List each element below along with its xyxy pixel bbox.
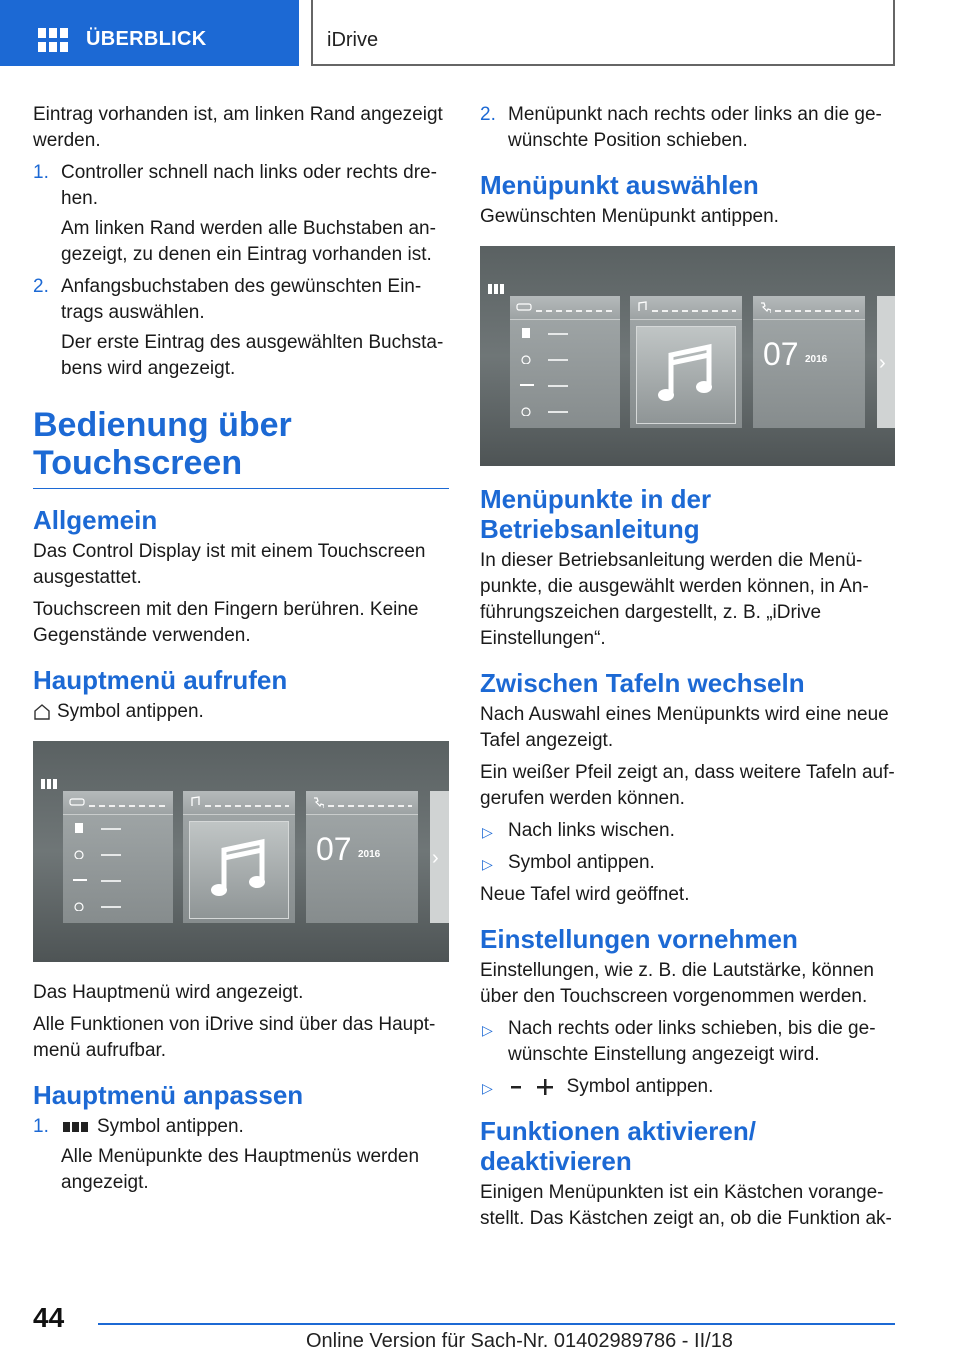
tafeln-paragraph-3: Neue Tafel wird geöffnet. [480, 884, 690, 905]
heading-funktionen: Funktionen aktivieren/ deaktivieren [480, 1116, 756, 1176]
date-day: 07 [316, 831, 352, 867]
distance-icon [73, 875, 87, 885]
step-item [33, 1114, 449, 1196]
step-text: Anfangsbuchstaben des gewünschten Ein‐trags auswählen. [61, 276, 422, 323]
step-item [480, 102, 896, 154]
menu-card-next [877, 296, 895, 428]
step-item [33, 274, 449, 382]
phone-icon [312, 796, 324, 808]
menu-bars-icon [61, 1120, 91, 1134]
footer-divider [98, 1323, 895, 1325]
triangle-bullet-icon: ▷ [482, 1080, 493, 1096]
menu-card-vehicle [63, 791, 173, 923]
heading-menupunkt-auswaehlen: Menüpunkt auswählen [480, 170, 759, 200]
menu-card-media [630, 296, 742, 428]
after-image-paragraph-1: Das Hauptmenü wird angezeigt. [33, 982, 304, 1003]
speed-icon [520, 354, 534, 364]
betrieb-paragraph: In dieser Betriebsanleitung werden die Menü‐punkte, die ausgewählt werden können, in An‐führungszeichen dargestellt, z. B. „iDrive Einstellungen“. [480, 550, 869, 649]
einst-paragraph: Einstellungen, wie z. B. die Lautstärke, können über den Touchscreen vorgenommen werden. [480, 960, 874, 1007]
auswaehlen-paragraph: Gewünschten Menüpunkt antippen. [480, 206, 779, 227]
section-tab[interactable] [0, 0, 299, 66]
heading-tafeln-wechseln: Zwischen Tafeln wechseln [480, 668, 805, 698]
topic-tab[interactable] [311, 0, 895, 66]
home-icon [33, 703, 51, 721]
list-item-text: Nach links wischen. [508, 820, 675, 841]
left-column [33, 102, 449, 1202]
main-menu-icon [486, 282, 508, 296]
note-small-icon [189, 796, 201, 808]
page-number: 44 [33, 1302, 65, 1333]
heading-einstellungen: Einstellungen vornehmen [480, 924, 798, 954]
step-number: 2. [480, 104, 496, 125]
triangle-bullet-icon: ▷ [482, 824, 493, 840]
phone-icon [759, 301, 771, 313]
step-text: Controller schnell nach links oder rechts dre‐hen. [61, 162, 437, 209]
main-menu-icon [39, 777, 61, 791]
plus-icon [535, 1077, 555, 1097]
date-day: 07 [763, 336, 799, 372]
list-item-text: Symbol antippen. [566, 1076, 714, 1097]
clock-icon [73, 901, 87, 911]
list-item [480, 1016, 896, 1068]
minus-icon [508, 1079, 524, 1095]
note-small-icon [636, 301, 648, 313]
step-number: 1. [33, 1116, 49, 1137]
chapter-heading: Bedienung über Touchscreen [33, 406, 449, 489]
car-icon [69, 797, 85, 807]
section-label: ÜBERBLICK [86, 28, 207, 50]
heading-hauptmenu-aufrufen: Hauptmenü aufrufen [33, 665, 288, 695]
music-tile [189, 821, 289, 919]
music-note-icon [210, 836, 270, 902]
intro-paragraph: Eintrag vorhanden ist, am linken Rand angezeigt werden. [33, 104, 443, 151]
date-year: 2016 [805, 354, 828, 365]
footer-version-text: Online Version für Sach-Nr. 01402989786 - II/18 [306, 1330, 733, 1352]
step-text: Menüpunkt nach rechts oder links an die ge‐wünschte Position schieben. [508, 104, 882, 151]
grid-icon [38, 28, 68, 52]
speed-icon [73, 849, 87, 859]
heading-hauptmenu-anpassen: Hauptmenü anpassen [33, 1080, 304, 1110]
arrow-right-icon[interactable]: › [432, 847, 439, 869]
menu-card-vehicle [510, 296, 620, 428]
date-year: 2016 [358, 849, 381, 860]
list-item-text: Symbol antippen. [508, 852, 655, 873]
distance-icon [520, 380, 534, 390]
fuel-icon [73, 823, 87, 833]
music-tile [636, 326, 736, 424]
allgemein-paragraph-2: Touchscreen mit den Fingern berühren. Keine Gegenstände verwenden. [33, 599, 419, 646]
allgemein-paragraph-1: Das Control Display ist mit einem Touchscreen ausgestattet. [33, 541, 426, 588]
car-icon [516, 302, 532, 312]
topic-label: iDrive [327, 29, 379, 51]
step-item [33, 160, 449, 268]
list-item [480, 850, 896, 876]
menu-card-phone [753, 296, 865, 428]
step-subtext: Alle Menüpunkte des Hauptmenüs werden angezeigt. [61, 1146, 420, 1193]
step-subtext: Am linken Rand werden alle Buchstaben an‐gezeigt, zu denen ein Eintrag vorhanden ist. [61, 218, 436, 265]
right-column [480, 102, 896, 1238]
screen-image-main-menu [33, 741, 449, 962]
step-text: Symbol antippen. [97, 1116, 244, 1137]
page-header [0, 0, 960, 66]
tafeln-paragraph-1: Nach Auswahl eines Menüpunkts wird eine neue Tafel angezeigt. [480, 704, 889, 751]
clock-icon [520, 406, 534, 416]
funk-paragraph: Einigen Menüpunkten ist ein Kästchen vorange‐stellt. Das Kästchen zeigt an, ob die Funktion ak‐ [480, 1182, 892, 1229]
menu-card-media [183, 791, 295, 923]
triangle-bullet-icon: ▷ [482, 856, 493, 872]
tafeln-paragraph-2: Ein weißer Pfeil zeigt an, dass weitere Tafeln auf‐gerufen werden können. [480, 762, 895, 809]
list-item [480, 1074, 896, 1100]
step-number: 1. [33, 162, 49, 183]
heading-betriebsanleitung: Menüpunkte in der Betriebsanleitung [480, 484, 712, 544]
step-subtext: Der erste Eintrag des ausgewählten Buchsta‐bens wird angezeigt. [61, 332, 444, 379]
list-item-text: Nach rechts oder links schieben, bis die ge‐wünschte Einstellung angezeigt wird. [508, 1018, 876, 1065]
arrow-right-icon[interactable]: › [879, 352, 886, 374]
music-note-icon [657, 341, 717, 407]
step-number: 2. [33, 276, 49, 297]
fuel-icon [520, 328, 534, 338]
heading-allgemein: Allgemein [33, 505, 158, 535]
after-image-paragraph-2: Alle Funktionen von iDrive sind über das Haupt‐menü aufrufbar. [33, 1014, 436, 1061]
hauptmenu-instruction [33, 699, 449, 725]
list-item [480, 818, 896, 844]
menu-card-phone [306, 791, 418, 923]
hauptmenu-instruction-text: Symbol antippen. [57, 701, 204, 722]
screen-image-select-item [480, 246, 895, 466]
menu-card-next [430, 791, 449, 923]
triangle-bullet-icon: ▷ [482, 1022, 493, 1038]
